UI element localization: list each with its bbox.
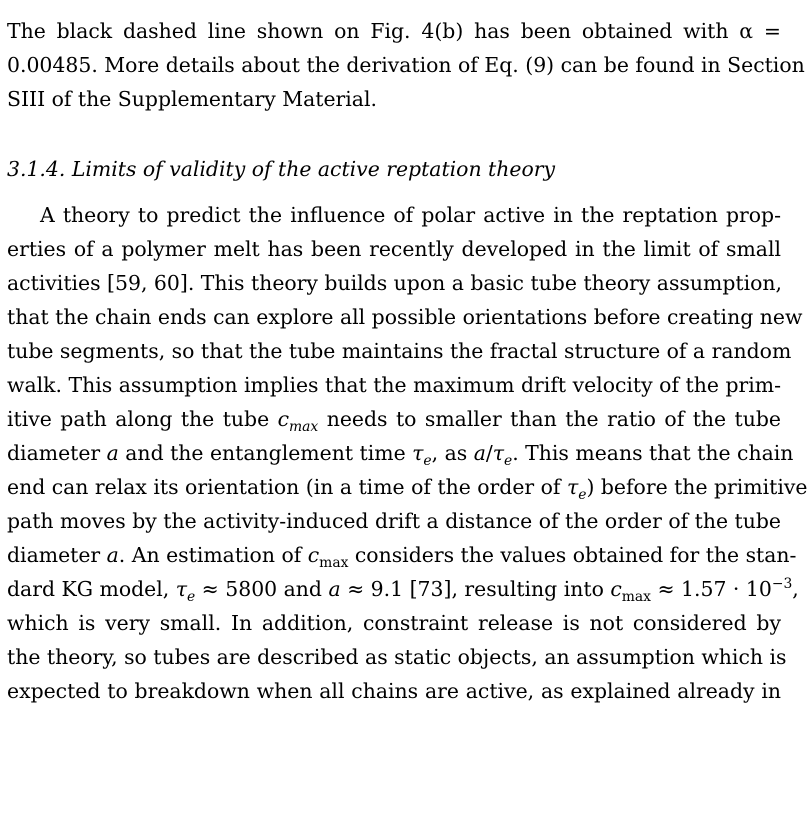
body-text-line: which is very small. In addition, constraint release is not considered by [7,611,781,635]
text-run: ≈ 5800 and [195,577,329,601]
math-subscript: e [423,453,432,470]
text-run: dard KG model, [7,577,176,601]
math-variable: τ [412,441,424,465]
text-run: , [792,577,799,601]
math-subscript: max [289,419,319,436]
math-variable: τ [175,577,187,601]
body-text-line: walk. This assumption implies that the maximum drift velocity of the prim- [7,373,781,397]
math-subscript: e [187,589,196,606]
text-run: , as [431,441,474,465]
body-text-line [7,436,794,470]
text-run: diameter [7,543,107,567]
math-variable: a [106,543,119,567]
text-run: and the entanglement time [118,441,413,465]
body-text-line [7,470,807,504]
math-operator: / [485,441,493,465]
text-run: itive path along the tube [7,407,278,431]
math-variable: c [610,577,622,601]
body-text-line: tube segments, so that the tube maintains the fractal structure of a random [7,339,792,363]
body-text-line: the theory, so tubes are described as static objects, an assumption which is [7,645,787,669]
body-text-line [7,538,797,572]
text-run: ≈ 9.1 [73], resulting into [340,577,611,601]
body-text-line: path moves by the activity-induced drift a distance of the order of the tube [7,509,781,533]
math-superscript: −3 [771,576,793,593]
text-run: end can relax its orientation (in a time of the order of [7,475,567,499]
body-text-line: A theory to predict the influence of polar active in the reptation prop- [40,203,781,227]
body-text-line: The black dashed line shown on Fig. 4(b) has been obtained with α = [7,19,781,43]
body-text-line: expected to breakdown when all chains are active, as explained already in [7,679,781,703]
math-subscript: e [578,487,587,504]
math-variable: c [307,543,320,567]
math-variable: a [106,441,119,465]
section-heading: 3.1.4. Limits of validity of the active reptation theory [7,157,555,181]
text-run: . This means that the chain [512,441,794,465]
math-subscript: max [621,589,651,606]
math-variable: τ [492,441,505,465]
body-text-line: 0.00485. More details about the derivation of Eq. (9) can be found in Section [7,53,805,77]
text-run: ) before the primitive [586,475,807,499]
text-run: diameter [7,441,107,465]
math-variable: c [277,407,290,431]
text-run: ≈ 1.57 · 10 [650,577,772,601]
body-text-line [7,572,799,606]
text-run: . An estimation of [118,543,308,567]
math-variable: τ [566,475,579,499]
text-run: needs to smaller than the ratio of the tube [318,407,781,431]
body-text-line: that the chain ends can explore all possible orientations before creating new [7,305,803,329]
body-text-line [7,402,781,436]
body-text-line: activities [59, 60]. This theory builds upon a basic tube theory assumption, [7,271,783,295]
math-variable: a [328,577,341,601]
math-variable: a [473,441,486,465]
math-subscript: max [319,555,349,572]
body-text-line: SIII of the Supplementary Material. [7,87,377,111]
body-text-line: erties of a polymer melt has been recently developed in the limit of small [7,237,781,261]
text-run: considers the values obtained for the stan- [348,543,797,567]
math-subscript: e [504,453,513,470]
